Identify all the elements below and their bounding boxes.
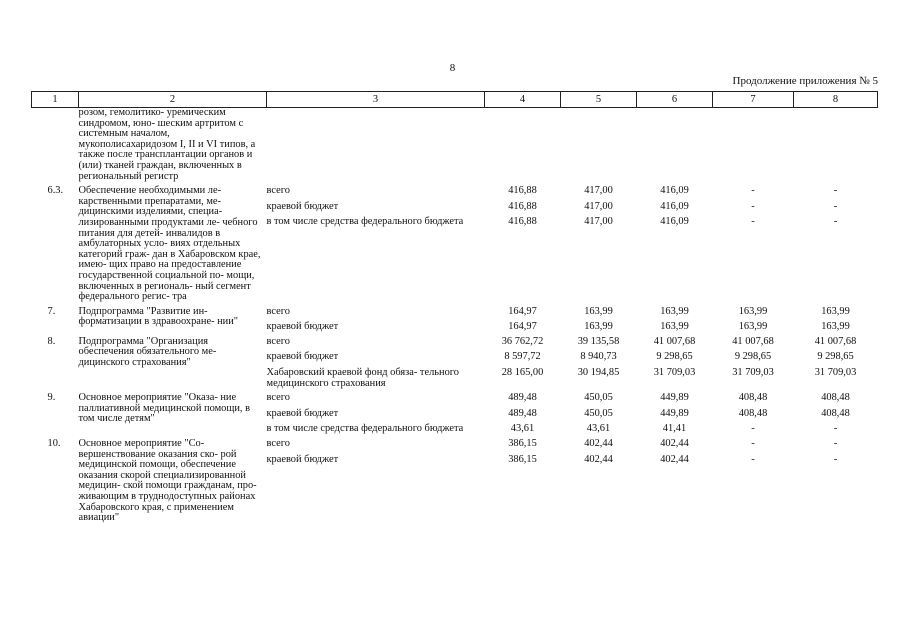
value-col5: 417,00 [584,185,613,197]
value-col8: - [833,453,838,465]
table-row [32,333,878,389]
value-col5: 30 194,85 [577,367,620,379]
value-col7: - [751,423,755,435]
value-col7: 163,99 [738,321,768,333]
value-col7: 9 298,65 [734,351,772,363]
value-col8: - [833,216,838,228]
row-number [32,108,79,183]
value-col4: 489,48 [508,392,537,404]
value-col5: 450,05 [584,407,613,419]
row-name: Подпрограмма "Организация обеспечения обязательного ме- дицинского страхования" [78,335,217,369]
continuation-note: Продолжение приложения № 5 [732,75,878,87]
funding-source: всего [266,305,290,317]
value-col8: - [833,185,838,197]
value-col5: 163,99 [584,305,613,317]
value-col7: - [751,216,755,228]
value-col7: - [751,185,755,197]
funding-source: всего [266,438,290,450]
funding-source: в том числе средства федерального бюджета [266,216,464,228]
value-col5: 8 940,73 [580,351,617,363]
value-col7: 408,48 [738,392,768,404]
funding-source: в том числе средства федерального бюджета [266,423,464,435]
value-col5: 417,00 [584,216,613,228]
row-number: 10. [47,438,61,450]
row-name: Основное мероприятие "Оказа- ние паллиативной медицинской помощи, в том числе детям" [78,392,251,425]
row-number: 7. [47,305,56,317]
value-col8: - [833,423,838,435]
value-col7: 408,48 [738,407,768,419]
table-body [32,108,878,524]
funding-source: всего [266,392,290,404]
value-col4: 416,88 [508,216,537,228]
funding-source: краевой бюджет [266,351,339,363]
row-name: Основное мероприятие "Со- вершенствование оказания ско- рой медицинской помощи, обеспечение оказания скорой специализированной медицин- ской помощи гражданам, про- живающим в труднодоступных районах Хабаровского края, с применением авиации" [78,438,257,524]
column-header-6: 6 [637,92,713,108]
value-col6: 402,44 [660,453,689,465]
value-col4: 28 165,00 [501,367,544,379]
value-col4: 416,88 [508,200,537,212]
column-header-8: 8 [794,92,878,108]
table-header-row [32,92,878,108]
value-col4: 164,97 [508,321,537,333]
budget-table [31,91,878,524]
row-name: розом, гемолитико- уремическим синдромом, юно- шеским артритом с системным началом, мукополисахаридозом I, II и VI типов, а также после трансплантации органов и (или) тканей граждан, включенных в региональный регистр [78,107,256,182]
value-col5: 450,05 [584,392,613,404]
value-col5: 43,61 [586,423,611,435]
value-col7: - [751,200,755,212]
table-row [32,108,878,183]
value-col5: 402,44 [584,438,613,450]
row-name: Подпрограмма "Развитие ин- форматизации в здравоохране- нии" [78,305,239,328]
value-col4: 164,97 [508,305,537,317]
value-col6: 9 298,65 [656,351,693,363]
value-col7: - [751,438,755,450]
value-col6: 416,09 [660,216,689,228]
value-col4: 416,88 [508,185,537,197]
value-col4: 36 762,72 [501,335,544,347]
value-col5: 402,44 [584,453,613,465]
table-row [32,435,878,524]
funding-source: всего [266,185,290,197]
value-col7: 41 007,68 [732,335,774,347]
value-col4: 386,15 [508,453,537,465]
column-header-5: 5 [561,92,637,108]
value-col6: 163,99 [660,305,689,317]
row-number: 6.3. [47,185,64,197]
funding-source: всего [266,335,290,347]
row-number: 8. [47,335,56,347]
value-col6: 31 709,03 [653,367,696,379]
value-col8: - [833,200,838,212]
value-col4: 489,48 [508,407,537,419]
value-col6: 402,44 [660,438,689,450]
row-number: 9. [47,392,56,404]
page-number: 8 [449,62,456,74]
value-col4: 386,15 [508,438,537,450]
value-col6: 41,41 [662,423,687,435]
value-col6: 163,99 [660,321,689,333]
value-col6: 41 007,68 [653,335,696,347]
value-col6: 449,89 [660,407,689,419]
value-col8: 163,99 [821,305,850,317]
value-col8: 163,99 [821,321,850,333]
funding-source: краевой бюджет [266,321,339,333]
value-col7: 31 709,03 [732,367,774,379]
table-row [32,182,878,303]
column-header-1: 1 [32,92,79,108]
value-col8: 41 007,68 [814,335,857,347]
column-header-2: 2 [79,92,267,108]
value-col5: 417,00 [584,200,613,212]
value-col6: 449,89 [660,392,689,404]
value-col8: 408,48 [821,392,850,404]
table-row [32,389,878,435]
column-header-3: 3 [267,92,485,108]
column-header-4: 4 [485,92,561,108]
value-col4: 43,61 [510,423,535,435]
value-col7: 163,99 [738,305,768,317]
column-header-7: 7 [713,92,794,108]
value-col7: - [751,453,755,465]
value-col6: 416,09 [660,200,689,212]
funding-source: краевой бюджет [266,453,339,465]
funding-source: краевой бюджет [266,407,339,419]
value-col4: 8 597,72 [504,351,541,363]
table-row [32,303,878,333]
value-col6: 416,09 [660,185,689,197]
funding-source: краевой бюджет [266,200,339,212]
value-col8: 408,48 [821,407,850,419]
row-name: Обеспечение необходимыми ле- карственными препаратами, ме- дицинскими изделиями, специа- лизированными продуктами ле- чебного питания для детей- инвалидов в амбулаторных усло- виях отдельных категорий граж- дан в Хабаровском крае, имею- щих право на предоставление государственной социальной по- мощи, включенных в региональ- ный сегмент федерального регис- тра [78,185,261,303]
value-col8: - [833,438,838,450]
value-col8: 31 709,03 [814,367,857,379]
value-col8: 9 298,65 [817,351,854,363]
funding-source: Хабаровский краевой фонд обяза- тельного медицинского страхования [266,367,459,389]
value-col5: 163,99 [584,321,613,333]
value-col5: 39 135,58 [577,335,620,347]
